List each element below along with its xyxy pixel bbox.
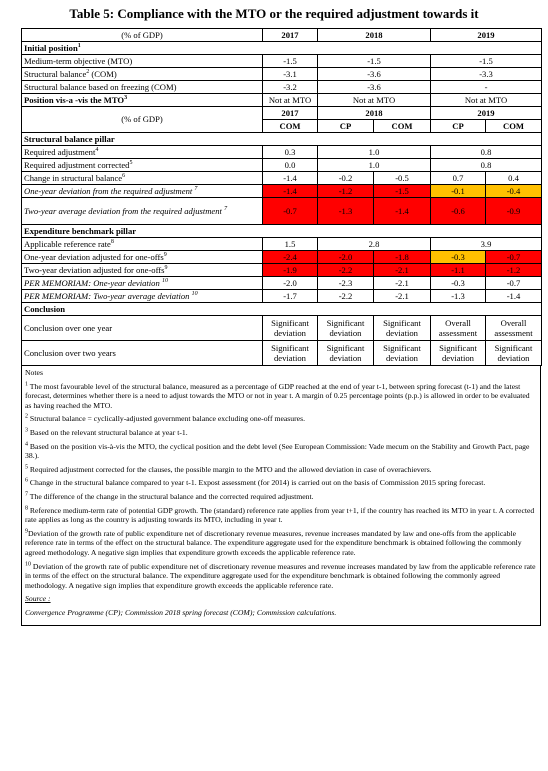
table-title: Table 5: Compliance with the MTO or the required adjustment towards it xyxy=(69,6,479,21)
table-row: Required adjustment corrected$^5$ 0.0 1.0 0.8 xyxy=(22,159,542,172)
table-row: Two-year deviation adjusted for one-offs$^9$ -1.9 -2.2 -2.1 -1.1 -1.2 xyxy=(22,264,542,277)
note: $^9$Deviation of the growth rate of public expenditure net of discretionary revenue measures, revenue increases mandated by law and one-offs from the applicable reference rate in terms of the effect on the structural balance. The expenditure aggregate used for the expenditure benchmark is obtained following the commonly agreed methodology. A negative sign implies that expenditure growth exceeds the applicable reference rate. xyxy=(25,528,522,557)
table-row: Required adjustment$^4$ 0.3 1.0 0.8 xyxy=(22,146,542,159)
row-label: Medium-term objective (MTO) xyxy=(22,55,263,68)
table-row: Conclusion over two years Significant deviation Significant deviation Significant deviation Significant deviation Significant deviation xyxy=(22,341,542,366)
table-row: One-year deviation from the required adjustment $^7$ -1.4 -1.2 -1.5 -0.1 -0.4 xyxy=(22,185,542,198)
table-row: Two-year average deviation from the required adjustment $^7$ -0.7 -1.3 -1.4 -0.6 -0.9 xyxy=(22,198,542,225)
note: $^7$ The difference of the change in the structural balance and the corrected required adjustment. xyxy=(25,491,314,501)
unit-label: (% of GDP) xyxy=(22,107,263,133)
source-text: Convergence Programme (CP); Commission 2018 spring forecast (COM); Commission calculations. xyxy=(25,607,337,617)
note: $^4$ Based on the position vis-à-vis the MTO, the cyclical position and the debt level (See European Commission: Vade mecum on the Stability and Growth Pact, page 38.). xyxy=(25,441,530,461)
note: $^6$ Change in the structural balance compared to year t-1. Expost assessment (for 2014) is carried out on the basis of Commission 2015 spring forecast. xyxy=(25,477,486,488)
year-2017: 2017 xyxy=(263,29,318,42)
row-label: Structural balance$^2$ (COM) xyxy=(22,68,263,81)
header-row-years-2: (% of GDP) 2017 2018 2019 xyxy=(22,107,542,120)
row-label: Position vis-a -vis the MTO$^3$ xyxy=(22,94,263,107)
header-row-years xyxy=(22,29,542,42)
compliance-table xyxy=(21,28,542,366)
row-label: Structural balance based on freezing (COM) xyxy=(22,81,263,94)
header-row-sources: COM CP COM CP COM xyxy=(22,120,542,133)
table-row: Change in structural balance$^6$ -1.4 -0.2 -0.5 0.7 0.4 xyxy=(22,172,542,185)
table-row: Conclusion over one year Significant deviation Significant deviation Significant deviation Overall assessment Overall assessment xyxy=(22,316,542,341)
table-row: PER MEMORIAM: One-year deviation $^{10}$ -2.0 -2.3 -2.1 -0.3 -0.7 xyxy=(22,277,542,290)
section-initial-position: Initial position$^1$ xyxy=(22,42,542,55)
section-expenditure-benchmark-pillar: Expenditure benchmark pillar xyxy=(22,225,542,238)
table-row: Position vis-a -vis the MTO$^3$ Not at MTO Not at MTO Not at MTO xyxy=(22,94,542,107)
note: $^1$ The most favourable level of the structural balance, measured as a percentage of GDP reached at the end of year t-1, between spring forecast (t-1) and the latest forecast, determines whether there is a need to adjust towards the MTO or not in year t. A margin of 0.25 percentage points (p.p.) is allowed in order to be evaluated as having reached the MTO. xyxy=(25,381,530,410)
section-conclusion: Conclusion xyxy=(22,303,542,316)
note: $^3$ Based on the relevant structural balance at year t-1. xyxy=(25,427,188,437)
year-2019: 2019 xyxy=(431,29,542,42)
source-label: Source : xyxy=(25,594,51,604)
notes-section xyxy=(21,366,541,626)
table-row: Medium-term objective (MTO) -1.5 -1.5 -1.5 xyxy=(22,55,542,68)
section-structural-balance-pillar: Structural balance pillar xyxy=(22,133,542,146)
note: $^8$ Reference medium-term rate of potential GDP growth. The (standard) reference rate applies from year t+1, if the country has reached its MTO in year t. A corrected rate applies as long as the country is adjusting towards its MTO, including in year t. xyxy=(25,504,535,525)
note: $^5$ Required adjustment corrected for the clauses, the possible margin to the MTO and the allowed deviation in case of overachievers. xyxy=(25,464,432,474)
year-2018: 2018 xyxy=(318,29,431,42)
note: $^2$ Structural balance = cyclically-adjusted government balance excluding one-off measures. xyxy=(25,413,305,424)
unit-label: (% of GDP) xyxy=(22,29,263,42)
table-row: Structural balance based on freezing (COM) -3.2 -3.6 - xyxy=(22,81,542,94)
table-row: Applicable reference rate$^8$ 1.5 2.8 3.9 xyxy=(22,238,542,251)
note: $^{10}$ Deviation of the growth rate of public expenditure net of discretionary revenue measures and revenue increases mandated by law from the applicable reference rate in terms of the effect on the structural balance. The expenditure aggregate used for the expenditure benchmark is obtained following the commonly agreed methodology. A negative sign implies that expenditure growth exceeds the applicable reference rate. xyxy=(25,560,536,590)
table-row: PER MEMORIAM: Two-year average deviation $^{10}$ -1.7 -2.2 -2.1 -1.3 -1.4 xyxy=(22,290,542,303)
notes-heading: Notes xyxy=(25,368,43,377)
table-row: One-year deviation adjusted for one-offs$^9$ -2.4 -2.0 -1.8 -0.3 -0.7 xyxy=(22,251,542,264)
table-row: Structural balance$^2$ (COM) -3.1 -3.6 -3.3 xyxy=(22,68,542,81)
